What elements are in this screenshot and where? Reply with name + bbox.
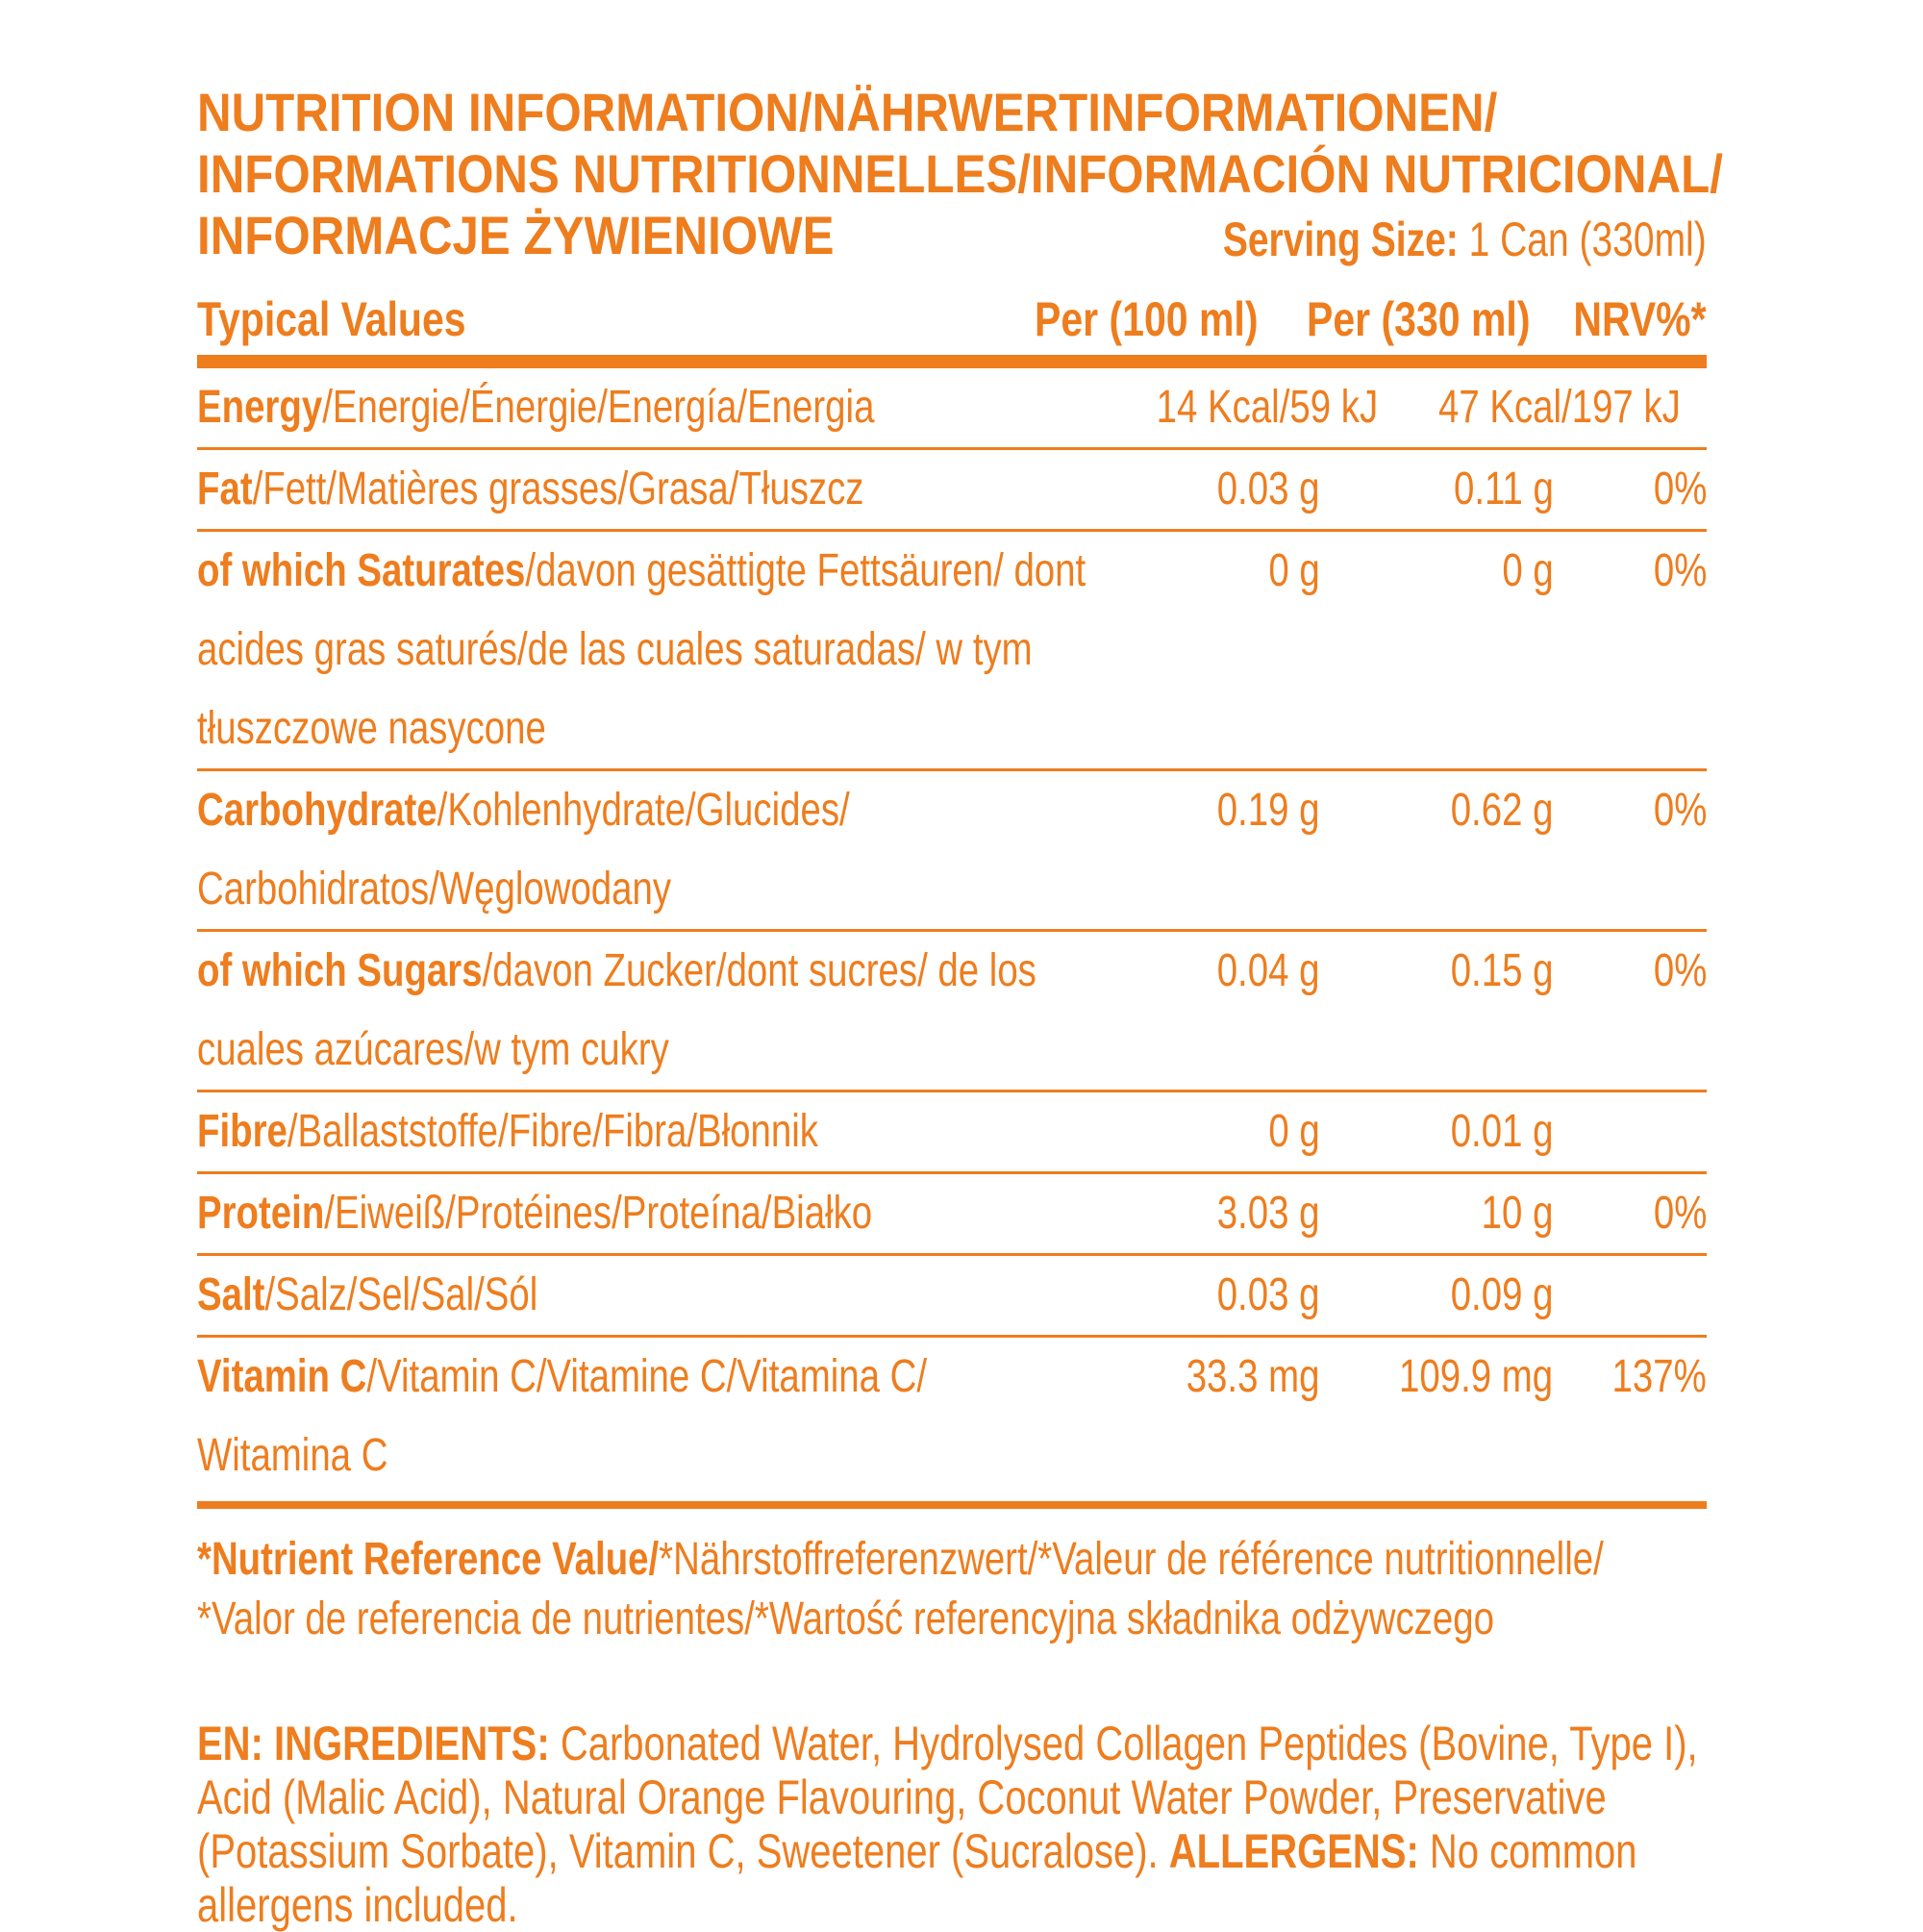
nutrient-translations: /Kohlenhydrate/Glucides/ Carbohidratos/Węglowodany [197, 785, 850, 915]
value-per-100ml: 0.03 g [1216, 464, 1320, 514]
serving-size [1223, 211, 1707, 268]
serving-size-value: 1 Can (330ml) [1468, 213, 1707, 266]
footnote-line-1: *Nährstoffreferenzwert/*Valeur de référence nutritionnelle/ [659, 1534, 1604, 1585]
title-line-2: INFORMATIONS NUTRITIONNELLES/INFORMACIÓN NUTRICIONAL/ [197, 143, 1723, 204]
header-per-100ml: Per (100 ml) [1034, 292, 1259, 346]
table-row [197, 1256, 1707, 1338]
allergens-label: ALLERGENS: [1168, 1824, 1419, 1878]
nutrition-rows [197, 368, 1707, 1495]
nutrient-translations: /Ballaststoffe/Fibre/Fibra/Błonnik [287, 1106, 818, 1157]
value-per-100ml: 0.03 g [1216, 1269, 1320, 1320]
value-nrv: 0% [1653, 1188, 1707, 1239]
serving-size-label: Serving Size: [1223, 213, 1460, 266]
nutrient-translations: /Vitamin C/Vitamine C/Vitamina C/ Witamina C [197, 1351, 928, 1481]
nutrient-name: Salt [197, 1269, 265, 1320]
title-line-1: NUTRITION INFORMATION/NÄHRWERTINFORMATIONEN/ [197, 82, 1498, 142]
title-line-3: INFORMACJE ŻYWIENIOWE [197, 205, 835, 265]
value-per-330ml: 0.09 g [1450, 1269, 1554, 1320]
footnote-line-2: *Valor de referencia de nutrientes/*Wartość referencyjna składnika odżywczego [197, 1593, 1494, 1644]
nutrient-name: Vitamin C [197, 1351, 367, 1402]
table-header [197, 278, 1707, 347]
value-per-100ml: 33.3 mg [1186, 1351, 1320, 1402]
value-per-330ml: 109.9 mg [1399, 1351, 1554, 1402]
table-row [197, 932, 1707, 1092]
nutrient-translations: /Fett/Matières grasses/Grasa/Tłuszcz [252, 464, 864, 514]
value-per-330ml: 0.62 g [1450, 785, 1554, 836]
nutrition-label [197, 82, 1723, 1932]
value-per-330ml: 0.15 g [1450, 945, 1554, 996]
value-nrv: 0% [1653, 545, 1707, 596]
nutrient-translations: /Energie/Énergie/Energía/Energia [322, 382, 875, 433]
value-per-330ml: 0.11 g [1453, 464, 1554, 514]
value-nrv: 0% [1653, 785, 1707, 836]
nutrient-name: Fat [197, 464, 253, 514]
nutrient-name: Protein [197, 1188, 325, 1239]
nutrient-name: Carbohydrate [197, 785, 437, 836]
nutrient-translations: /Eiweiß/Protéines/Proteína/Białko [324, 1188, 873, 1239]
table-row [197, 368, 1707, 450]
value-per-100ml: 0.19 g [1216, 785, 1320, 836]
footnote [197, 1530, 1604, 1649]
value-per-330ml: 0.01 g [1450, 1106, 1554, 1157]
value-per-100ml: 0 g [1268, 545, 1320, 596]
table-bottom-rule [197, 1501, 1707, 1509]
nutrient-translations: /davon gesättigte Fettsäuren/ dont acides gras saturés/de las cuales saturadas/ w tym tłuszczowe nasycone [197, 545, 1086, 754]
nutrient-name: Fibre [197, 1106, 287, 1157]
value-nrv: 137% [1611, 1351, 1707, 1402]
table-row [197, 1338, 1707, 1495]
nutrient-translations: /davon Zucker/dont sucres/ de los cuales azúcares/w tym cukry [197, 945, 1036, 1075]
value-per-330ml: 47 Kcal/197 kJ [1438, 382, 1682, 433]
nutrient-translations: /Salz/Sel/Sal/Sól [264, 1269, 538, 1320]
table-row [197, 450, 1707, 532]
value-nrv: 0% [1653, 464, 1707, 514]
header-per-330ml: Per (330 ml) [1307, 292, 1531, 346]
table-row [197, 771, 1707, 932]
value-per-330ml: 0 g [1502, 545, 1554, 596]
header-rule [197, 355, 1707, 368]
nutrient-name: of which Saturates [197, 545, 526, 596]
table-row [197, 532, 1707, 771]
value-per-100ml: 0.04 g [1216, 945, 1320, 996]
ingredients [197, 1717, 1705, 1932]
header-nrv: NRV%* [1573, 292, 1707, 346]
allergens-text: No common allergens included. [197, 1824, 1637, 1932]
title-row-3 [197, 205, 1707, 266]
nutrient-name: of which Sugars [197, 945, 483, 996]
value-per-330ml: 10 g [1481, 1188, 1554, 1239]
value-per-100ml: 0 g [1268, 1106, 1320, 1157]
value-nrv: 0% [1653, 945, 1707, 996]
value-per-100ml: 3.03 g [1216, 1188, 1320, 1239]
ingredients-label: EN: INGREDIENTS: [197, 1717, 550, 1770]
nutrient-name: Energy [197, 382, 323, 433]
value-per-100ml: 14 Kcal/59 kJ [1156, 382, 1379, 433]
ingredients-text: Carbonated Water, Hydrolysed Collagen Peptides (Bovine, Type I), Acid (Malic Acid), Natural Orange Flavouring, Coconut Water Powder, Preservative (Potassium Sorbate), Vitamin C, Sweetener (Sucralose). [197, 1717, 1698, 1878]
table-row [197, 1174, 1707, 1256]
footnote-bold: *Nutrient Reference Value/ [197, 1534, 660, 1585]
header-typical-values: Typical Values [197, 292, 466, 346]
table-row [197, 1092, 1707, 1174]
